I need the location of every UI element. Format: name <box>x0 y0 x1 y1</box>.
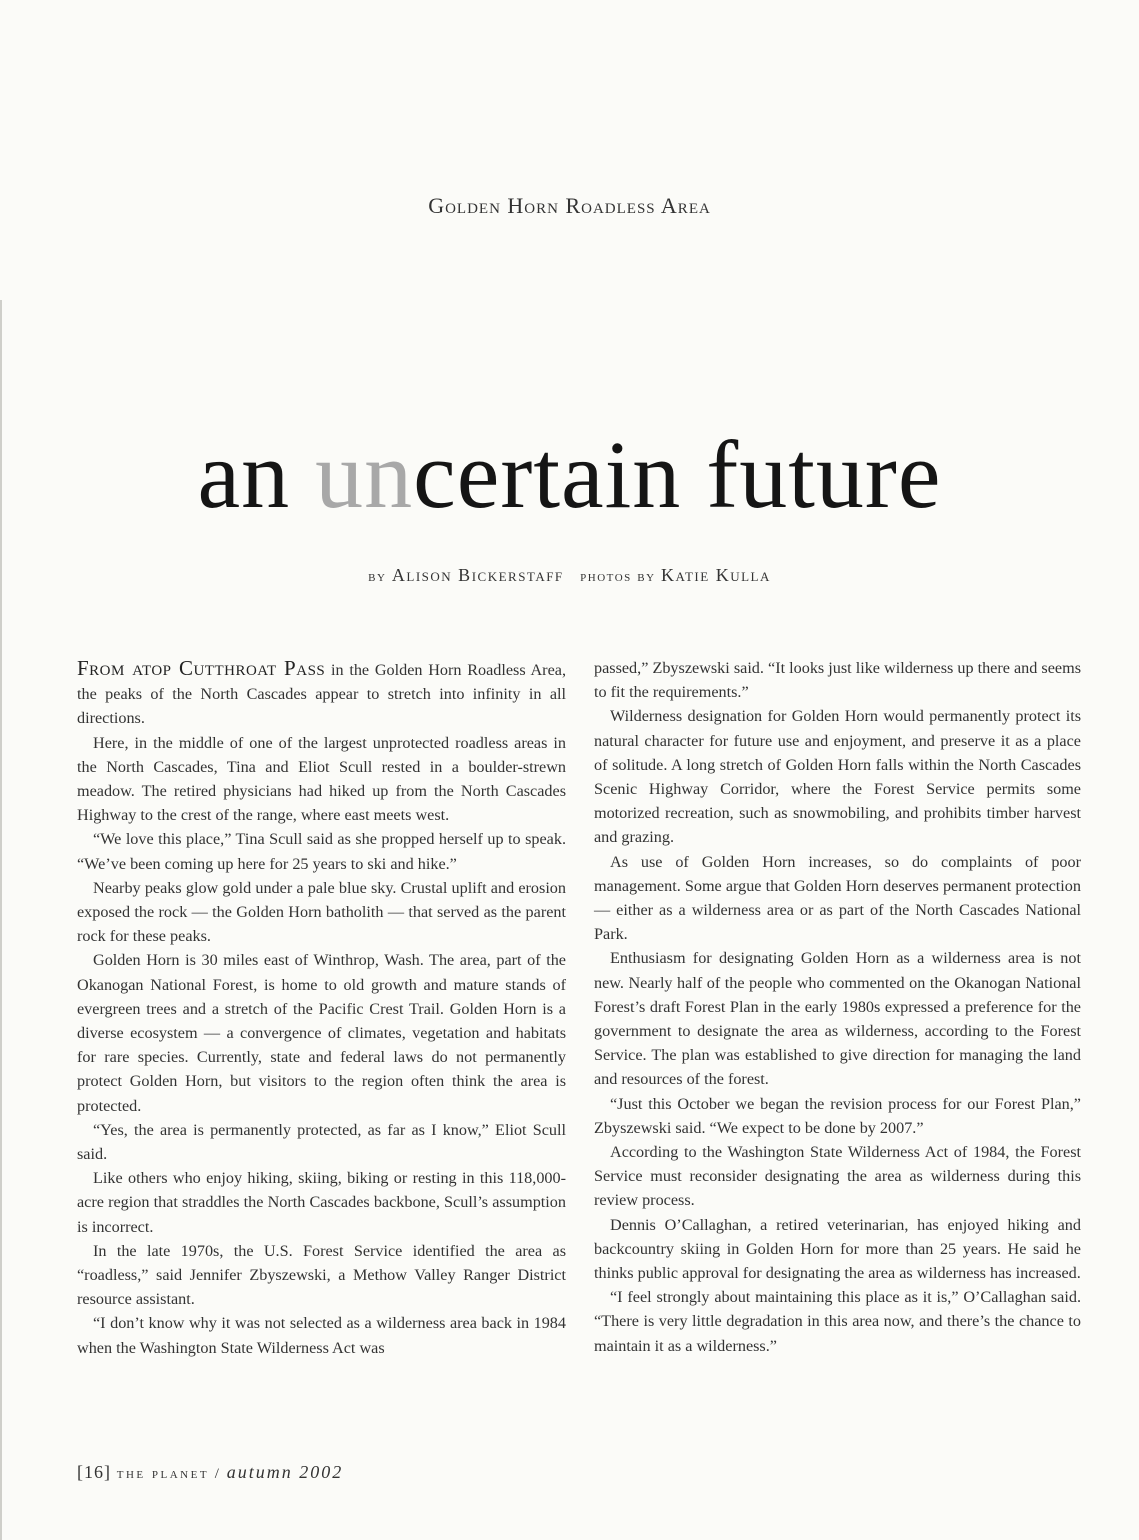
headline-faded-prefix: un <box>315 421 414 528</box>
byline <box>0 565 1139 586</box>
article-paragraph: As use of Golden Horn increases, so do complaints of poor management. Some argue that Golden Horn deserves permanent protection — either as a wilderness area or as part of the North Cascades National Park. <box>594 852 1081 944</box>
article-paragraph: According to the Washington State Wilderness Act of 1984, the Forest Service must reconsider designating the area as wilderness during this review process. <box>594 1143 1081 1210</box>
article-paragraph: Here, in the middle of one of the largest unprotected roadless areas in the North Cascades, Tina and Eliot Scull rested in a boulder-strewn meadow. The retired physicians had hiked up from the North Cascades Highway to the crest of the range, where east meets west. <box>77 733 566 825</box>
byline-by: by <box>368 568 392 585</box>
article-paragraph: “I don’t know why it was not selected as a wilderness area back in 1984 when the Washington State Wilderness Act was <box>77 1314 566 1357</box>
article-paragraph: “Yes, the area is permanently protected, as far as I know,” Eliot Scull said. <box>77 1120 566 1164</box>
photographer-name: Katie Kulla <box>661 565 771 585</box>
article-paragraph: passed,” Zbyszewski said. “It looks just like wilderness up there and seems to fit the requirements.” <box>594 659 1081 702</box>
article-paragraph <box>77 656 566 731</box>
headline <box>0 415 1139 535</box>
author-name: Alison Bickerstaff <box>391 565 564 585</box>
footer-separator: / <box>214 1466 221 1482</box>
article-paragraph: “Just this October we began the revision process for our Forest Plan,” Zbyszewski said. “We expect to be done by 2007.” <box>594 1094 1081 1137</box>
article-paragraph: In the late 1970s, the U.S. Forest Service identified the area as “roadless,” said Jennifer Zbyszewski, a Methow Valley Ranger District resource assistant. <box>77 1241 566 1309</box>
headline-part-1: an <box>197 421 316 528</box>
publication-name: the planet <box>116 1466 210 1482</box>
lead-in: From atop Cutthroat Pass <box>77 656 326 680</box>
article-paragraph: Dennis O’Callaghan, a retired veterinarian, has enjoyed hiking and backcountry skiing in Golden Horn for more than 25 years. He said he thinks public approval for designating the area as wilderness has increased. <box>594 1215 1081 1283</box>
page-footer <box>77 1462 343 1483</box>
section-label: Golden Horn Roadless Area <box>428 193 711 218</box>
article-column-left <box>77 656 566 1360</box>
article-paragraph: Enthusiasm for designating Golden Horn as a wilderness area is not new. Nearly half of the people who commented on the Okanogan National Forest’s draft Forest Plan in the early 1980s expressed a preference for the government to designate the area as wilderness, according to the Forest Service. The plan was established to give direction for managing the land and resources of the forest. <box>594 949 1081 1089</box>
article-paragraph: “We love this place,” Tina Scull said as she propped herself up to speak. “We’ve been coming up here for 25 years to ski and hike.” <box>77 830 566 873</box>
article-paragraph: Golden Horn is 30 miles east of Winthrop, Wash. The area, part of the Okanogan National Forest, is home to old growth and mature stands of evergreen trees and a stretch of the Pacific Crest Trail. Golden Horn is a diverse ecosystem — a convergence of climates, vegetation and habitats for rare species. Currently, state and federal laws do not permanently protect Golden Horn, but visitors to the region often think the area is protected. <box>77 951 566 1115</box>
issue-season: autumn 2002 <box>226 1462 344 1482</box>
byline-photos-by: photos by <box>580 568 662 585</box>
page-number: [16] <box>77 1462 111 1482</box>
article-paragraph: Like others who enjoy hiking, skiing, biking or resting in this 118,000-acre region that straddles the North Cascades backbone, Scull’s assumption is incorrect. <box>77 1169 566 1236</box>
paragraph-text: in the Golden Horn Roadless Area, the peaks of the North Cascades appear to stretch into infinity in all directions. <box>77 661 566 728</box>
headline-part-2: certain future <box>413 421 942 528</box>
article-paragraph: “I feel strongly about maintaining this place as it is,” O’Callaghan said. “There is very little degradation in this area now, and there’s the chance to maintain it as a wilderness.” <box>594 1288 1081 1355</box>
article-column-right <box>594 656 1081 1358</box>
article-paragraph: Wilderness designation for Golden Horn would permanently protect its natural character for future use and enjoyment, and preserve it as a place of solitude. A long stretch of Golden Horn falls within the North Cascades Scenic Highway Corridor, where the Forest Service permits some motorized recreation, such as snowmobiling, and prohibits timber harvest and grazing. <box>594 707 1081 847</box>
article-paragraph: Nearby peaks glow gold under a pale blue sky. Crustal uplift and erosion exposed the rock — the Golden Horn batholith — that served as the parent rock for these peaks. <box>77 878 566 946</box>
